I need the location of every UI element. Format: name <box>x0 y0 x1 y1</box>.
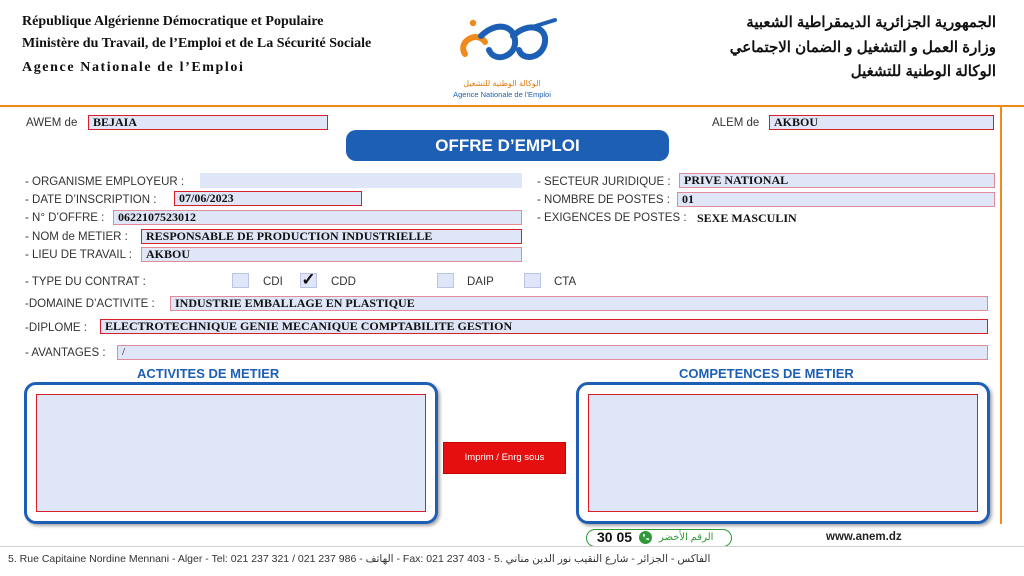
organisme-label: - ORGANISME EMPLOYEUR : <box>25 176 185 188</box>
activites-title: ACTIVITES DE METIER <box>137 366 280 381</box>
green-number-label: الرقم الأخضر <box>659 532 714 543</box>
form-title: OFFRE D’EMPLOI <box>346 130 669 161</box>
cdi-checkbox[interactable] <box>232 273 249 288</box>
daip-checkbox[interactable] <box>437 273 454 288</box>
cdd-label: CDD <box>331 276 356 288</box>
green-number: 30 05 <box>597 529 633 545</box>
lieu-travail-field[interactable]: AKBOU <box>141 247 522 262</box>
header-divider <box>0 105 1024 107</box>
numero-offre-label: - N° D’OFFRE : <box>25 212 105 224</box>
logo-text-fr: Agence Nationale de l'Emploi <box>453 90 551 99</box>
alem-field[interactable]: AKBOU <box>769 115 994 130</box>
competences-textarea[interactable] <box>588 394 978 512</box>
nom-metier-label: - NOM de METIER : <box>25 231 128 243</box>
date-inscription-label: - DATE D’INSCRIPTION : <box>25 194 157 206</box>
nom-metier-field[interactable]: RESPONSABLE DE PRODUCTION INDUSTRIELLE <box>141 229 522 244</box>
awem-label: AWEM de <box>26 117 78 129</box>
right-border-line <box>1000 106 1002 524</box>
anem-logo <box>443 14 563 81</box>
print-save-button[interactable]: Imprim / Enrg sous <box>443 442 566 474</box>
cta-checkbox[interactable] <box>524 273 541 288</box>
header-ar-agency: الوكالة الوطنية للتشغيل <box>850 63 996 80</box>
header-fr-agency: Agence Nationale de l’Emploi <box>22 60 245 75</box>
exigences-label: - EXIGENCES DE POSTES : <box>537 212 687 224</box>
header-ar-ministry: وزارة العمل و التشغيل و الضمان الاجتماعي <box>729 39 996 56</box>
cdd-checkbox[interactable]: ✓ <box>301 270 316 289</box>
header-ar-republic: الجمهورية الجزائرية الديمقراطية الشعبية <box>746 14 996 31</box>
logo-text-ar: الوكالة الوطنية للتشغيل <box>463 79 541 88</box>
exigences-value: SEXE MASCULIN <box>697 211 797 225</box>
daip-label: DAIP <box>467 276 494 288</box>
activites-box <box>24 382 438 524</box>
cdi-label: CDI <box>263 276 283 288</box>
contract-type-label: - TYPE DU CONTRAT : <box>25 276 146 288</box>
domaine-label: -DOMAINE D’ACTIVITE : <box>25 298 155 310</box>
competences-title: COMPETENCES DE METIER <box>679 366 854 381</box>
alem-label: ALEM de <box>712 117 760 129</box>
activites-textarea[interactable] <box>36 394 426 512</box>
organisme-field[interactable] <box>200 173 522 188</box>
date-inscription-field[interactable]: 07/06/2023 <box>174 191 362 206</box>
avantages-label: - AVANTAGES : <box>25 347 106 359</box>
competences-box <box>576 382 990 524</box>
header-fr-republic: République Algérienne Démocratique et Populaire <box>22 14 324 29</box>
diplome-label: -DIPLOME : <box>25 322 87 334</box>
nombre-postes-field[interactable]: 01 <box>677 192 995 207</box>
secteur-field[interactable]: PRIVE NATIONAL <box>679 173 995 188</box>
footer-divider <box>0 546 1024 547</box>
nombre-postes-label: - NOMBRE DE POSTES : <box>537 194 670 206</box>
website-text: www.anem.dz <box>826 531 902 543</box>
diplome-field[interactable]: ELECTROTECHNIQUE GENIE MECANIQUE COMPTABILITE GESTION <box>100 319 988 334</box>
avantages-field[interactable]: / <box>117 345 988 360</box>
secteur-label: - SECTEUR JURIDIQUE : <box>537 176 671 188</box>
awem-field[interactable]: BEJAIA <box>88 115 328 130</box>
cta-label: CTA <box>554 276 577 288</box>
domaine-field[interactable]: INDUSTRIE EMBALLAGE EN PLASTIQUE <box>170 296 988 311</box>
numero-offre-field[interactable]: 0622107523012 <box>113 210 522 225</box>
header-fr-ministry: Ministère du Travail, de l’Emploi et de La Sécurité Sociale <box>22 36 372 51</box>
lieu-travail-label: - LIEU DE TRAVAIL : <box>25 249 132 261</box>
phone-icon <box>639 531 652 544</box>
green-number-badge <box>586 529 732 547</box>
footer-address: 5. Rue Capitaine Nordine Mennani - Alger - Tel: 021 237 321 / 021 237 986 - الهاتف - Fax: 021 237 403 - الفاكس - الجزائر - شارع النقيب نور الدين مناني .5 <box>8 553 711 565</box>
